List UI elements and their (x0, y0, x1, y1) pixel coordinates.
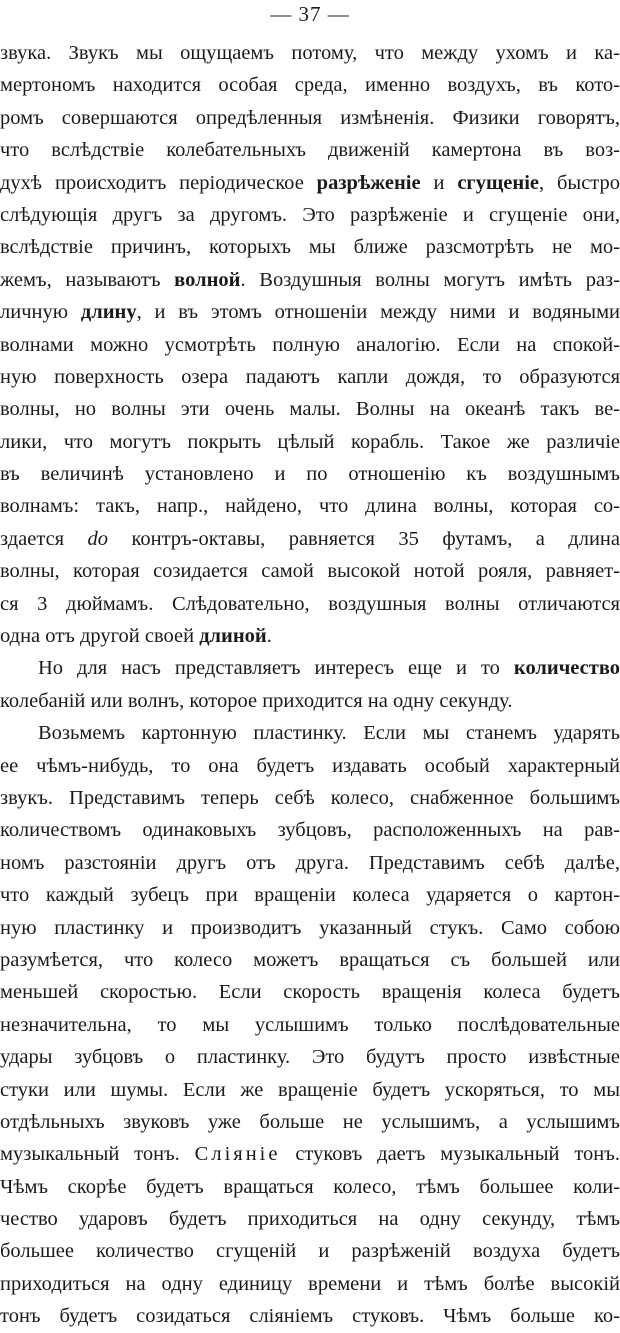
text-line (0, 1268, 620, 1300)
text-segment: личную (0, 301, 81, 324)
text-segment: стуковъ даетъ музыкальный тонъ. (280, 1143, 620, 1166)
bold-term: количество (513, 657, 620, 680)
text-segment: звука. Звукъ мы ощущаемъ потому, что между ухомъ и ка- (0, 42, 620, 64)
text-line (0, 588, 620, 620)
bold-term: разрѣженіе (316, 171, 421, 194)
spaced-term: Сліяніе (194, 1143, 281, 1166)
text-segment: колебаній или волнъ, которое приходится на одну секунду. (0, 689, 513, 712)
text-line (0, 1138, 620, 1170)
text-segment: слѣдующія другъ за другомъ. Это разрѣженіе и сгущеніе они, (0, 203, 620, 226)
text-segment: волнамъ: такъ, напр., найдено, что длина волны, которая со- (0, 495, 620, 518)
text-segment: волны, которая созидается самой высокой нотой рояля, равняет- (0, 560, 620, 583)
text-segment: незначительна, то мы услышимъ только послѣдовательные (0, 1013, 620, 1036)
text-segment: , и въ этомъ отношеніи между ними и водяными (136, 301, 620, 324)
text-segment: приходиться на одну единицу времени и тѣмъ болѣе высокій (0, 1272, 620, 1295)
text-segment: жемъ, называютъ (0, 268, 175, 291)
text-line (0, 1106, 620, 1138)
text-segment: Но для насъ представляетъ интересъ еще и то (38, 657, 514, 680)
text-segment: что вслѣдствіе колебательныхъ движеній камертона въ воз- (0, 139, 620, 162)
text-line (0, 717, 620, 749)
text-line (0, 1171, 620, 1203)
text-segment: большее количество сгущеній и разрѣженій воздуха будетъ (0, 1240, 620, 1263)
text-line (0, 523, 620, 555)
text-segment: меньшей скоростью. Если скорость вращенія колеса будетъ (0, 981, 620, 1004)
text-line (0, 361, 620, 393)
text-segment: звукъ. Представимъ теперь себѣ колесо, снабженное большимъ (0, 786, 620, 809)
text-segment: . Воздушныя волны могутъ имѣть раз- (240, 268, 620, 291)
text-line (0, 37, 620, 69)
text-segment: ную поверхность озера падаютъ капли дождя, то образуются (0, 365, 620, 388)
text-segment: ся 3 дюймамъ. Слѣдовательно, воздушныя волны отличаются (0, 592, 620, 615)
text-segment: ную пластинку и производитъ указанный стукъ. Само собою (0, 916, 620, 939)
text-segment: Чѣмъ скорѣе будетъ вращаться колесо, тѣмъ большее коли- (0, 1175, 620, 1198)
text-segment: музыкальный тонъ. (0, 1143, 195, 1166)
bold-term: сгущеніе (457, 171, 539, 194)
text-line (0, 167, 620, 199)
text-segment: волнами можно усмотрѣть полную аналогію. Если на спокой- (0, 333, 620, 356)
text-segment: . (266, 625, 272, 648)
text-segment: что каждый зубецъ при вращеніи колеса ударяется о картон- (0, 884, 620, 907)
text-line (0, 426, 620, 458)
text-segment: и (420, 171, 458, 194)
text-segment: волны, но волны эти очень малы. Волны на океанѣ такъ ве- (0, 398, 620, 421)
text-line (0, 620, 620, 652)
text-line (0, 134, 620, 166)
text-line (0, 490, 620, 522)
text-line (0, 1041, 620, 1073)
text-line (0, 1235, 620, 1267)
text-segment: въ величинѣ установлено и по отношенію къ воздушнымъ (0, 463, 620, 486)
text-segment: разумѣется, что колесо можетъ вращаться съ большей или (0, 948, 620, 971)
page-number: — 37 — (270, 2, 350, 26)
italic-term: do (87, 527, 109, 550)
text-line (0, 879, 620, 911)
text-segment: духѣ происходитъ періодическое (0, 171, 317, 194)
text-segment: номъ разстояніи другъ отъ друга. Представимъ себѣ далѣе, (0, 851, 620, 874)
bold-term: волной (174, 268, 241, 291)
text-segment: чество ударовъ будетъ приходиться на одну секунду, тѣмъ (0, 1208, 620, 1231)
text-line (0, 393, 620, 425)
text-line (0, 814, 620, 846)
text-segment: количествомъ одинаковыхъ зубцовъ, расположенныхъ на рав- (0, 819, 620, 842)
text-line (0, 912, 620, 944)
text-segment: вслѣдствіе причинъ, которыхъ мы ближе разсмотрѣть не мо- (0, 236, 620, 259)
body-text (0, 37, 620, 1333)
text-line (0, 1203, 620, 1235)
bold-term: длину (80, 301, 137, 324)
text-segment: здается (0, 527, 88, 550)
text-line (0, 69, 620, 101)
text-segment: Возьмемъ картонную пластинку. Если мы станемъ ударять (38, 722, 620, 745)
text-line (0, 329, 620, 361)
text-segment: ее чѣмъ-нибудь, то она будетъ издавать особый характерный (0, 754, 620, 777)
text-line (0, 264, 620, 296)
text-line (0, 458, 620, 490)
text-line (0, 199, 620, 231)
text-segment: удары зубцовъ о пластинку. Это будутъ просто извѣстные (0, 1046, 620, 1069)
text-line (0, 1300, 620, 1332)
text-segment: тонъ будетъ созидаться сліяніемъ стуковъ. Чѣмъ больше ко- (0, 1305, 620, 1328)
text-line (0, 782, 620, 814)
text-line (0, 652, 620, 684)
text-segment: лики, что могутъ покрыть цѣлый корабль. Такое же различіе (0, 430, 620, 453)
text-line (0, 685, 620, 717)
text-line (0, 847, 620, 879)
text-line (0, 102, 620, 134)
text-line (0, 944, 620, 976)
text-line (0, 296, 620, 328)
text-line (0, 976, 620, 1008)
text-line (0, 750, 620, 782)
text-line (0, 231, 620, 263)
text-segment: отдѣльныхъ звуковъ уже больше не услышимъ, а услышимъ (0, 1110, 620, 1133)
text-line (0, 1009, 620, 1041)
bold-term: длиной (199, 625, 267, 648)
text-segment: мертономъ находится особая среда, именно воздухъ, въ кото- (0, 74, 620, 97)
text-segment: стуки или шумы. Если же вращеніе будетъ ускоряться, то мы (0, 1078, 620, 1101)
text-line (0, 1074, 620, 1106)
text-segment: контръ-октавы, равняется 35 футамъ, а длина (108, 527, 620, 550)
text-segment: ромъ совершаются опредѣленныя измѣненія. Физики говорятъ, (0, 106, 620, 129)
text-line (0, 555, 620, 587)
text-segment: одна отъ другой своей (0, 625, 200, 648)
text-segment: , быстро (538, 171, 620, 194)
